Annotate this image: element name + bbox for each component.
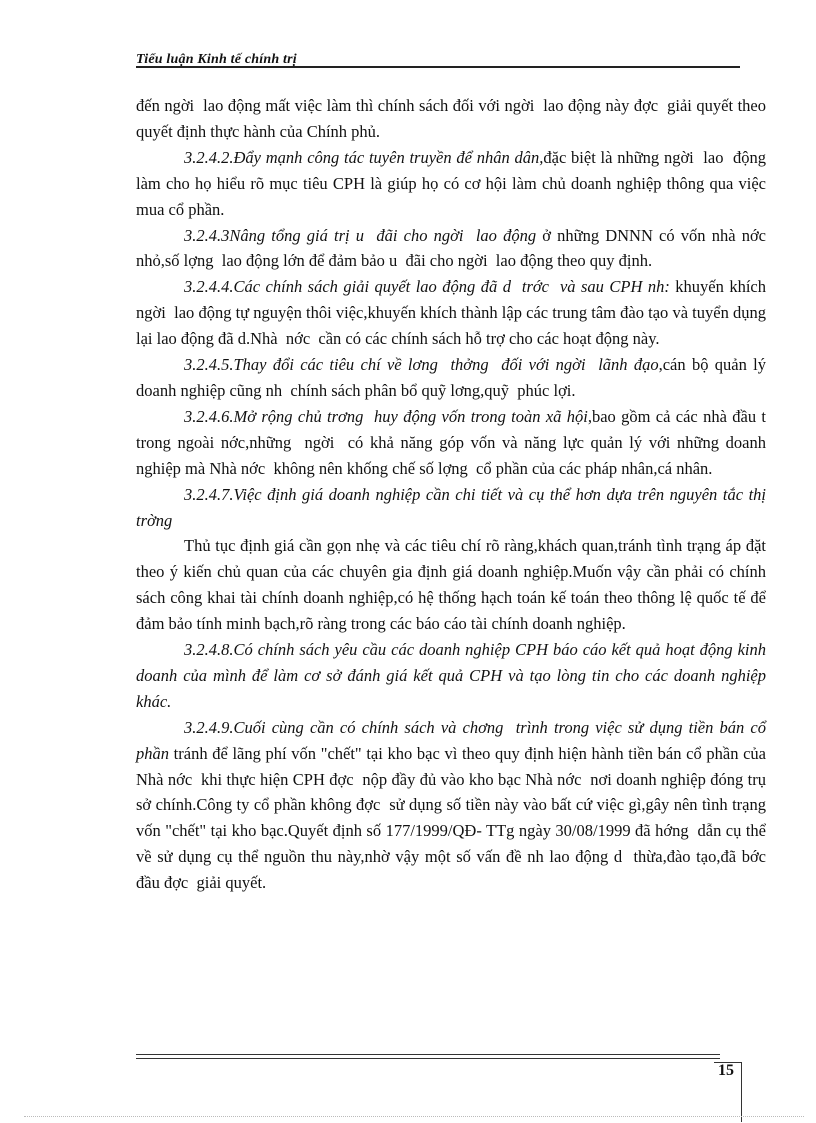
section-heading: 3.2.4.5.Thay đổi các tiêu chí về lơng thởng đối với ngời lãnh đạo <box>184 355 659 375</box>
paragraph-text: tránh để lãng phí vốn "chết" tại kho bạc vì theo quy định hiện hành tiền bán cổ phần của Nhà nớc khi thực hiện CPH đợc nộp đầy đủ vào kho bạc Nhà nớc nơi doanh nghiệp đóng trụ sở chính.Công ty cổ phần không đợc sử dụng số tiền này vào bất cứ việc gì,gây nên tình trạng vốn "chết" tại kho bạc.Quyết định số 177/1999/QĐ- TTg ngày 30/08/1999 đã hớng dẫn cụ thể về sử dụng cụ thể nguồn thu này,nhờ vậy một số vấn đề nh lao động d thừa,đào tạo,đã bớc đầu đợc giải quyết. <box>136 743 775 893</box>
paragraph-3-2-4-5 <box>136 352 771 404</box>
paragraph-text: Thủ tục định giá cần gọn nhẹ và các tiêu chí rõ ràng,khách quan,tránh tình trạng áp đặt theo ý kiến chủ quan của các chuyên gia định giá doanh nghiệp.Muốn vậy cần phải có chính sách công khai tài chính doanh nghiệp,có hệ thống hạch toán kế toán theo thông lệ quốc tế để đảm bảo tính minh bạch,rõ ràng trong các báo cáo tài chính doanh nghiệp. <box>136 536 771 634</box>
paragraph-text: ở những DNNN có vốn nhà nớc nhỏ,số lợng lao động lớn để đảm bảo u đãi cho ngời lao động theo quy định. <box>136 225 775 271</box>
paragraph-text: ,bao gồm cả các nhà đầu t trong ngoài nớc,những ngời có khả năng góp vốn và năng lực quản lý với những doanh nghiệp mà Nhà nớc không nên khống chế số lợng cổ phần của các pháp nhân,cá nhân. <box>136 406 775 478</box>
header-rule <box>136 66 740 68</box>
paragraph-3-2-4-2 <box>136 145 771 223</box>
paragraph-text: đặc biệt là những ngời lao động làm cho họ hiểu rõ mục tiêu CPH là giúp họ có cơ hội làm chủ doanh nghiệp thông qua việc mua cổ phần. <box>136 147 771 219</box>
paragraph-text: đến ngời lao động mất việc làm thì chính sách đối với ngời lao động này đợc giải quyết theo quyết định thực hành của Chính phủ. <box>136 96 771 141</box>
footer-rule-top <box>136 1054 720 1055</box>
paragraph-3-2-4-4 <box>136 274 771 352</box>
paragraph-3-2-4-6 <box>136 404 775 482</box>
section-heading: 3.2.4.8.Có chính sách yêu cầu các doanh nghiệp CPH báo cáo kết quả hoạt động kinh doanh của mình để làm cơ sở đánh giá kết quả CPH và tạo lòng tin cho các doanh nghiệp khác. <box>136 640 771 711</box>
paragraph-3-2-4-3 <box>136 223 775 275</box>
paragraph-text: ,cán bộ quản lý doanh nghiệp cũng nh chính sách phân bổ quỹ lơng,quỹ phúc lợi. <box>136 355 771 400</box>
section-heading: 3.2.4.3Nâng tổng giá trị u đãi cho ngời lao động <box>184 225 543 245</box>
running-header-title: Tiểu luận Kinh tế chính trị <box>136 52 297 67</box>
paragraph-3-2-4-8 <box>136 637 771 715</box>
page-number: 15 <box>718 1062 734 1079</box>
paragraph-3-2-4-7 <box>136 482 771 534</box>
section-heading: 3.2.4.9.Cuối cùng cần có chính sách và chơng trình trong việc sử dụng tiền bán cổ phần <box>136 717 771 763</box>
footer-rule-bottom <box>136 1058 720 1059</box>
section-heading: 3.2.4.4.Các chính sách giải quyết lao động đã d trớc và sau CPH nh: <box>184 277 676 297</box>
section-heading: 3.2.4.2.Đẩy mạnh công tác tuyên truyền để nhân dân, <box>184 147 544 167</box>
paragraph-continuation <box>136 93 771 145</box>
document-body <box>136 93 775 896</box>
paragraph-valuation <box>136 533 771 637</box>
paragraph-text: khuyến khích ngời lao động tự nguyện thôi việc,khuyến khích thành lập các trung tâm đào tạo và tuyển dụng lại lao động đã d.Nhà nớc cần có các chính sách hỗ trợ cho các hoạt động này. <box>136 277 771 349</box>
section-heading: 3.2.4.7.Việc định giá doanh nghiệp cần chi tiết và cụ thể hơn dựa trên nguyên tắc thị trờng <box>136 484 771 530</box>
section-heading: 3.2.4.6.Mở rộng chủ trơng huy động vốn trong toàn xã hội <box>184 406 588 426</box>
paragraph-3-2-4-9 <box>136 715 775 896</box>
page-number-box-side <box>741 1062 742 1122</box>
page-edge-dotted <box>24 1116 804 1117</box>
